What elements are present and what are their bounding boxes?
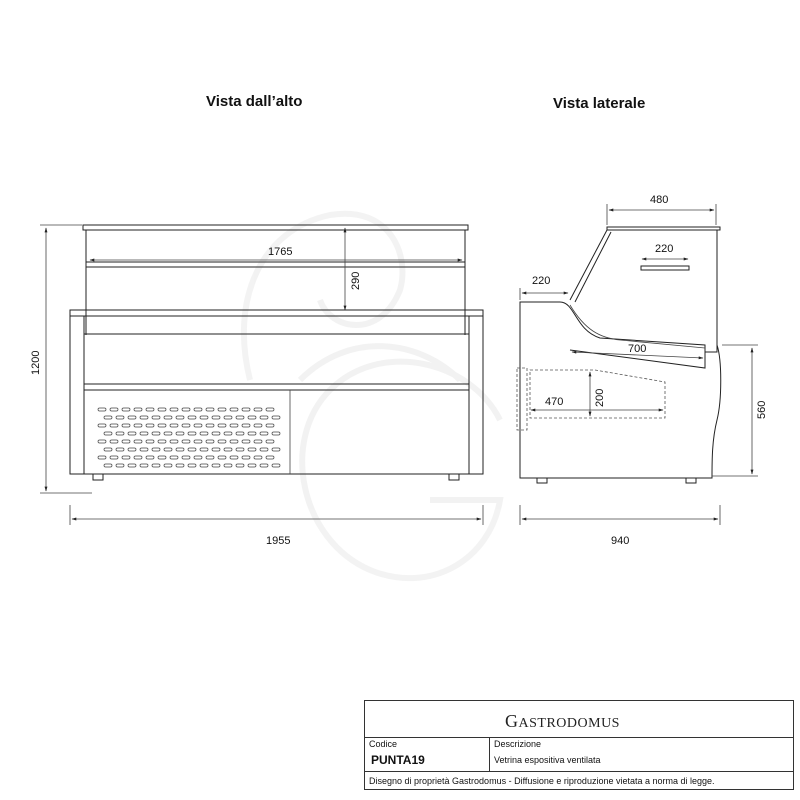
vent-slot xyxy=(152,464,160,467)
vent-slot xyxy=(248,464,256,467)
vent-slot xyxy=(134,424,142,427)
vent-slot xyxy=(260,448,268,451)
dim-label-700: 700 xyxy=(628,343,647,355)
vent-slot xyxy=(200,416,208,419)
side-view-title: Vista laterale xyxy=(553,95,646,112)
vent-slot xyxy=(272,432,280,435)
vent-slot xyxy=(266,408,274,411)
vent-slot xyxy=(224,432,232,435)
vent-slot xyxy=(176,416,184,419)
vent-slot xyxy=(152,432,160,435)
vent-slot xyxy=(230,456,238,459)
vent-slot xyxy=(248,432,256,435)
vent-slot xyxy=(128,448,136,451)
vent-slot xyxy=(248,448,256,451)
vent-slot xyxy=(140,416,148,419)
side-front-glass-inner xyxy=(575,232,611,302)
vent-slot xyxy=(122,424,130,427)
front-canopy-top xyxy=(83,225,468,230)
vent-slot xyxy=(98,456,106,459)
vent-slot xyxy=(212,464,220,467)
dim-label-290: 290 xyxy=(350,271,362,290)
front-foot-left xyxy=(93,474,103,480)
vent-slot xyxy=(194,456,202,459)
vent-slot xyxy=(116,432,124,435)
vent-slot xyxy=(158,440,166,443)
side-foot-front xyxy=(537,478,547,483)
vent-slot xyxy=(200,432,208,435)
vent-slot xyxy=(230,440,238,443)
vent-slot xyxy=(146,440,154,443)
vent-slot xyxy=(212,432,220,435)
vent-slot xyxy=(176,464,184,467)
dim-label-side-220-front: 220 xyxy=(532,275,551,287)
description-label: Descrizione xyxy=(494,739,542,749)
vent-slot xyxy=(110,408,118,411)
vent-slot xyxy=(200,448,208,451)
vent-slot xyxy=(236,416,244,419)
vent-slot xyxy=(116,464,124,467)
dim-label-side-220-top: 220 xyxy=(655,243,674,255)
dim-label-1765: 1765 xyxy=(268,246,293,258)
vent-slot xyxy=(98,408,106,411)
vent-slot xyxy=(260,464,268,467)
vent-slot xyxy=(236,448,244,451)
vent-slot xyxy=(164,464,172,467)
vent-slot xyxy=(146,408,154,411)
front-glass-band xyxy=(86,316,465,334)
vent-slot xyxy=(254,456,262,459)
vent-slot xyxy=(164,448,172,451)
vent-slot xyxy=(158,456,166,459)
vent-slot xyxy=(272,464,280,467)
vent-slot xyxy=(134,440,142,443)
dim-label-480: 480 xyxy=(650,194,669,206)
vent-slot xyxy=(206,408,214,411)
vent-slot xyxy=(188,448,196,451)
vent-slot xyxy=(206,456,214,459)
front-display-bay xyxy=(84,334,469,384)
vent-slot xyxy=(188,416,196,419)
code-label: Codice xyxy=(369,739,398,749)
vent-slot xyxy=(206,440,214,443)
vent-slot xyxy=(104,416,112,419)
vent-slot xyxy=(266,424,274,427)
vent-slot xyxy=(242,440,250,443)
vent-slot xyxy=(236,432,244,435)
vent-slot xyxy=(128,416,136,419)
brand-initial: G xyxy=(505,711,519,731)
vent-slot xyxy=(212,448,220,451)
vent-slot xyxy=(170,440,178,443)
side-body xyxy=(520,302,721,478)
title-block-row-2 xyxy=(365,771,793,772)
front-counter-top xyxy=(70,310,483,316)
vent-slot xyxy=(110,440,118,443)
vent-slot xyxy=(218,440,226,443)
vent-slot xyxy=(218,456,226,459)
vent-slot xyxy=(104,448,112,451)
vent-slot xyxy=(170,456,178,459)
vent-slot xyxy=(140,464,148,467)
dim-label-940: 940 xyxy=(611,535,630,547)
vent-slot xyxy=(176,432,184,435)
top-view-title: Vista dall’alto xyxy=(206,93,303,110)
vent-slot xyxy=(188,464,196,467)
vent-slot xyxy=(254,440,262,443)
vent-slot xyxy=(242,408,250,411)
front-bumper xyxy=(84,384,469,390)
vent-slot xyxy=(98,424,106,427)
front-foot-right xyxy=(449,474,459,480)
side-canopy-top xyxy=(607,227,720,230)
side-view xyxy=(517,194,768,547)
vent-slot xyxy=(188,432,196,435)
vent-slot xyxy=(146,456,154,459)
vent-slot xyxy=(116,416,124,419)
vent-slot xyxy=(266,456,274,459)
brand-logo xyxy=(505,711,620,732)
vent-slot xyxy=(242,424,250,427)
title-block-row-1 xyxy=(365,737,793,738)
vent-slot xyxy=(194,408,202,411)
description-value: Vetrina espositiva ventilata xyxy=(494,755,601,765)
vent-slot xyxy=(236,464,244,467)
front-vent-grille xyxy=(98,408,280,467)
vent-slot xyxy=(260,432,268,435)
vent-slot xyxy=(272,448,280,451)
vent-slot xyxy=(134,456,142,459)
vent-slot xyxy=(182,424,190,427)
vent-slot xyxy=(266,440,274,443)
vent-slot xyxy=(104,432,112,435)
front-shelf xyxy=(86,262,465,267)
dim-label-200: 200 xyxy=(594,388,606,407)
vent-slot xyxy=(230,424,238,427)
vent-slot xyxy=(116,448,124,451)
brand-name: ASTRODOMUS xyxy=(518,716,620,731)
vent-slot xyxy=(140,432,148,435)
vent-slot xyxy=(212,416,220,419)
dim-label-1955: 1955 xyxy=(266,535,291,547)
side-vent-slot xyxy=(517,368,527,430)
vent-slot xyxy=(254,408,262,411)
vent-slot xyxy=(170,408,178,411)
vent-slot xyxy=(152,416,160,419)
vent-slot xyxy=(260,416,268,419)
vent-slot xyxy=(122,408,130,411)
vent-slot xyxy=(242,456,250,459)
vent-slot xyxy=(272,416,280,419)
vent-slot xyxy=(158,424,166,427)
vent-slot xyxy=(230,408,238,411)
vent-slot xyxy=(104,464,112,467)
vent-slot xyxy=(164,432,172,435)
vent-slot xyxy=(146,424,154,427)
vent-slot xyxy=(110,424,118,427)
vent-slot xyxy=(182,440,190,443)
vent-slot xyxy=(206,424,214,427)
side-body-inner xyxy=(570,305,705,348)
vent-slot xyxy=(122,440,130,443)
vent-slot xyxy=(164,416,172,419)
title-block xyxy=(364,700,794,790)
vent-slot xyxy=(170,424,178,427)
vent-slot xyxy=(218,408,226,411)
vent-slot xyxy=(248,416,256,419)
vent-slot xyxy=(224,464,232,467)
vent-slot xyxy=(158,408,166,411)
vent-slot xyxy=(128,432,136,435)
vent-slot xyxy=(98,440,106,443)
side-front-glass xyxy=(570,230,607,300)
dim-label-1200: 1200 xyxy=(30,350,42,375)
title-block-divider xyxy=(489,737,490,771)
vent-slot xyxy=(176,448,184,451)
dim-label-560: 560 xyxy=(756,400,768,419)
vent-slot xyxy=(152,448,160,451)
vent-slot xyxy=(194,440,202,443)
vent-slot xyxy=(182,408,190,411)
code-value: PUNTA19 xyxy=(371,753,425,767)
front-side-left xyxy=(70,316,84,474)
dim-label-470: 470 xyxy=(545,396,564,408)
vent-slot xyxy=(218,424,226,427)
side-foot-back xyxy=(686,478,696,483)
side-shelf xyxy=(641,266,689,270)
ownership-notice: Disegno di proprietà Gastrodomus - Diffusione e riproduzione vietata a norma di legge. xyxy=(369,776,715,786)
vent-slot xyxy=(128,464,136,467)
watermark-logo xyxy=(244,214,500,578)
vent-slot xyxy=(224,448,232,451)
vent-slot xyxy=(254,424,262,427)
vent-slot xyxy=(224,416,232,419)
vent-slot xyxy=(200,464,208,467)
vent-slot xyxy=(122,456,130,459)
vent-slot xyxy=(194,424,202,427)
vent-slot xyxy=(134,408,142,411)
vent-slot xyxy=(110,456,118,459)
vent-slot xyxy=(182,456,190,459)
vent-slot xyxy=(140,448,148,451)
